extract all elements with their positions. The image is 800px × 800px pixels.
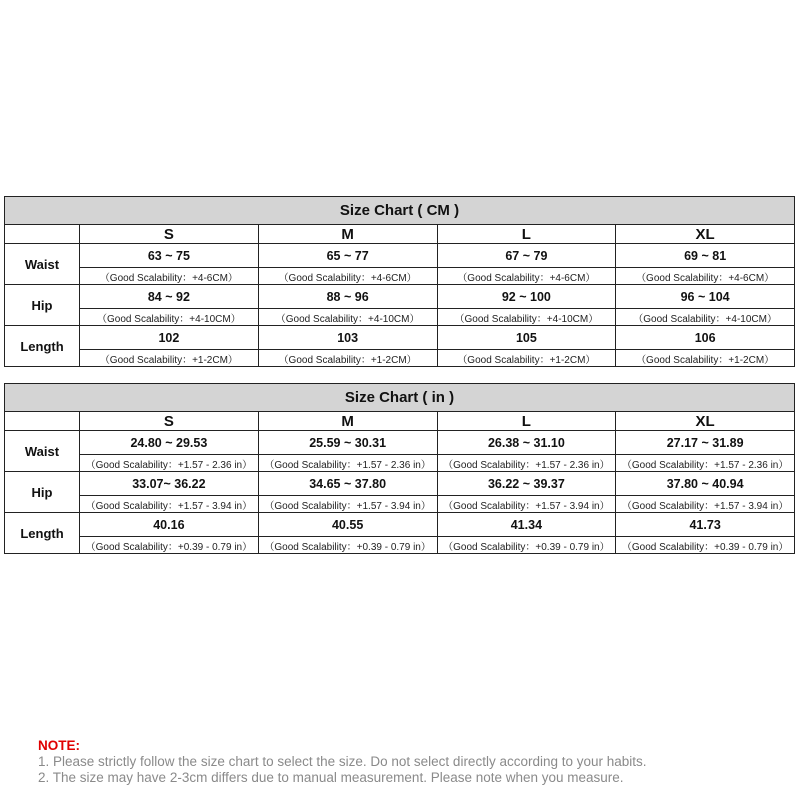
scalability-note: （Good Scalability：+0.39 - 0.79 in） <box>437 537 616 554</box>
scalability-note: （Good Scalability：+1.57 - 3.94 in） <box>258 496 437 513</box>
notes-section <box>38 738 647 786</box>
corner-cell <box>5 412 80 431</box>
value-cell: 65 ~ 77 <box>258 244 437 268</box>
value-cell: 26.38 ~ 31.10 <box>437 431 616 455</box>
scalability-note: （Good Scalability：+1-2CM） <box>258 350 437 367</box>
row-label-length: Length <box>5 513 80 554</box>
scalability-note: （Good Scalability：+0.39 - 0.79 in） <box>616 537 795 554</box>
scalability-note: （Good Scalability：+0.39 - 0.79 in） <box>258 537 437 554</box>
row-label-hip: Hip <box>5 472 80 513</box>
scalability-note: （Good Scalability：+1.57 - 2.36 in） <box>616 455 795 472</box>
value-cell: 103 <box>258 326 437 350</box>
row-label-waist: Waist <box>5 244 80 285</box>
value-cell: 36.22 ~ 39.37 <box>437 472 616 496</box>
scalability-note: （Good Scalability：+4-6CM） <box>437 268 616 285</box>
scalability-note: （Good Scalability：+1-2CM） <box>80 350 259 367</box>
scalability-note: （Good Scalability：+1-2CM） <box>437 350 616 367</box>
row-label-waist: Waist <box>5 431 80 472</box>
size-header-s: S <box>80 225 259 244</box>
size-header-xl: XL <box>616 225 795 244</box>
value-cell: 102 <box>80 326 259 350</box>
size-chart-cm <box>4 196 795 367</box>
row-label-length: Length <box>5 326 80 367</box>
chart-title: Size Chart ( in ) <box>5 384 795 412</box>
scalability-note: （Good Scalability：+4-10CM） <box>80 309 259 326</box>
value-cell: 37.80 ~ 40.94 <box>616 472 795 496</box>
size-header-s: S <box>80 412 259 431</box>
scalability-note: （Good Scalability：+1.57 - 2.36 in） <box>437 455 616 472</box>
note-heading: NOTE: <box>38 738 80 753</box>
value-cell: 92 ~ 100 <box>437 285 616 309</box>
value-cell: 24.80 ~ 29.53 <box>80 431 259 455</box>
row-label-hip: Hip <box>5 285 80 326</box>
value-cell: 41.34 <box>437 513 616 537</box>
scalability-note: （Good Scalability：+4-10CM） <box>258 309 437 326</box>
value-cell: 67 ~ 79 <box>437 244 616 268</box>
value-cell: 88 ~ 96 <box>258 285 437 309</box>
value-cell: 105 <box>437 326 616 350</box>
value-cell: 84 ~ 92 <box>80 285 259 309</box>
size-header-m: M <box>258 225 437 244</box>
size-header-m: M <box>258 412 437 431</box>
scalability-note: （Good Scalability：+4-6CM） <box>616 268 795 285</box>
scalability-note: （Good Scalability：+4-6CM） <box>80 268 259 285</box>
value-cell: 106 <box>616 326 795 350</box>
scalability-note: （Good Scalability：+1.57 - 2.36 in） <box>258 455 437 472</box>
scalability-note: （Good Scalability：+1.57 - 3.94 in） <box>437 496 616 513</box>
scalability-note: （Good Scalability：+4-6CM） <box>258 268 437 285</box>
value-cell: 33.07~ 36.22 <box>80 472 259 496</box>
note-line-2: 2. The size may have 2-3cm differs due to manual measurement. Please note when you measure. <box>38 770 624 785</box>
value-cell: 34.65 ~ 37.80 <box>258 472 437 496</box>
value-cell: 69 ~ 81 <box>616 244 795 268</box>
value-cell: 40.55 <box>258 513 437 537</box>
value-cell: 27.17 ~ 31.89 <box>616 431 795 455</box>
scalability-note: （Good Scalability：+4-10CM） <box>616 309 795 326</box>
scalability-note: （Good Scalability：+4-10CM） <box>437 309 616 326</box>
size-header-l: L <box>437 412 616 431</box>
scalability-note: （Good Scalability：+1.57 - 3.94 in） <box>616 496 795 513</box>
size-header-l: L <box>437 225 616 244</box>
chart-title: Size Chart ( CM ) <box>5 197 795 225</box>
value-cell: 40.16 <box>80 513 259 537</box>
corner-cell <box>5 225 80 244</box>
value-cell: 96 ~ 104 <box>616 285 795 309</box>
scalability-note: （Good Scalability：+1.57 - 2.36 in） <box>80 455 259 472</box>
value-cell: 41.73 <box>616 513 795 537</box>
scalability-note: （Good Scalability：+1.57 - 3.94 in） <box>80 496 259 513</box>
scalability-note: （Good Scalability：+1-2CM） <box>616 350 795 367</box>
scalability-note: （Good Scalability：+0.39 - 0.79 in） <box>80 537 259 554</box>
value-cell: 63 ~ 75 <box>80 244 259 268</box>
note-line-1: 1. Please strictly follow the size chart to select the size. Do not select directly according to your habits. <box>38 754 647 769</box>
size-chart-in <box>4 383 795 554</box>
size-header-xl: XL <box>616 412 795 431</box>
value-cell: 25.59 ~ 30.31 <box>258 431 437 455</box>
